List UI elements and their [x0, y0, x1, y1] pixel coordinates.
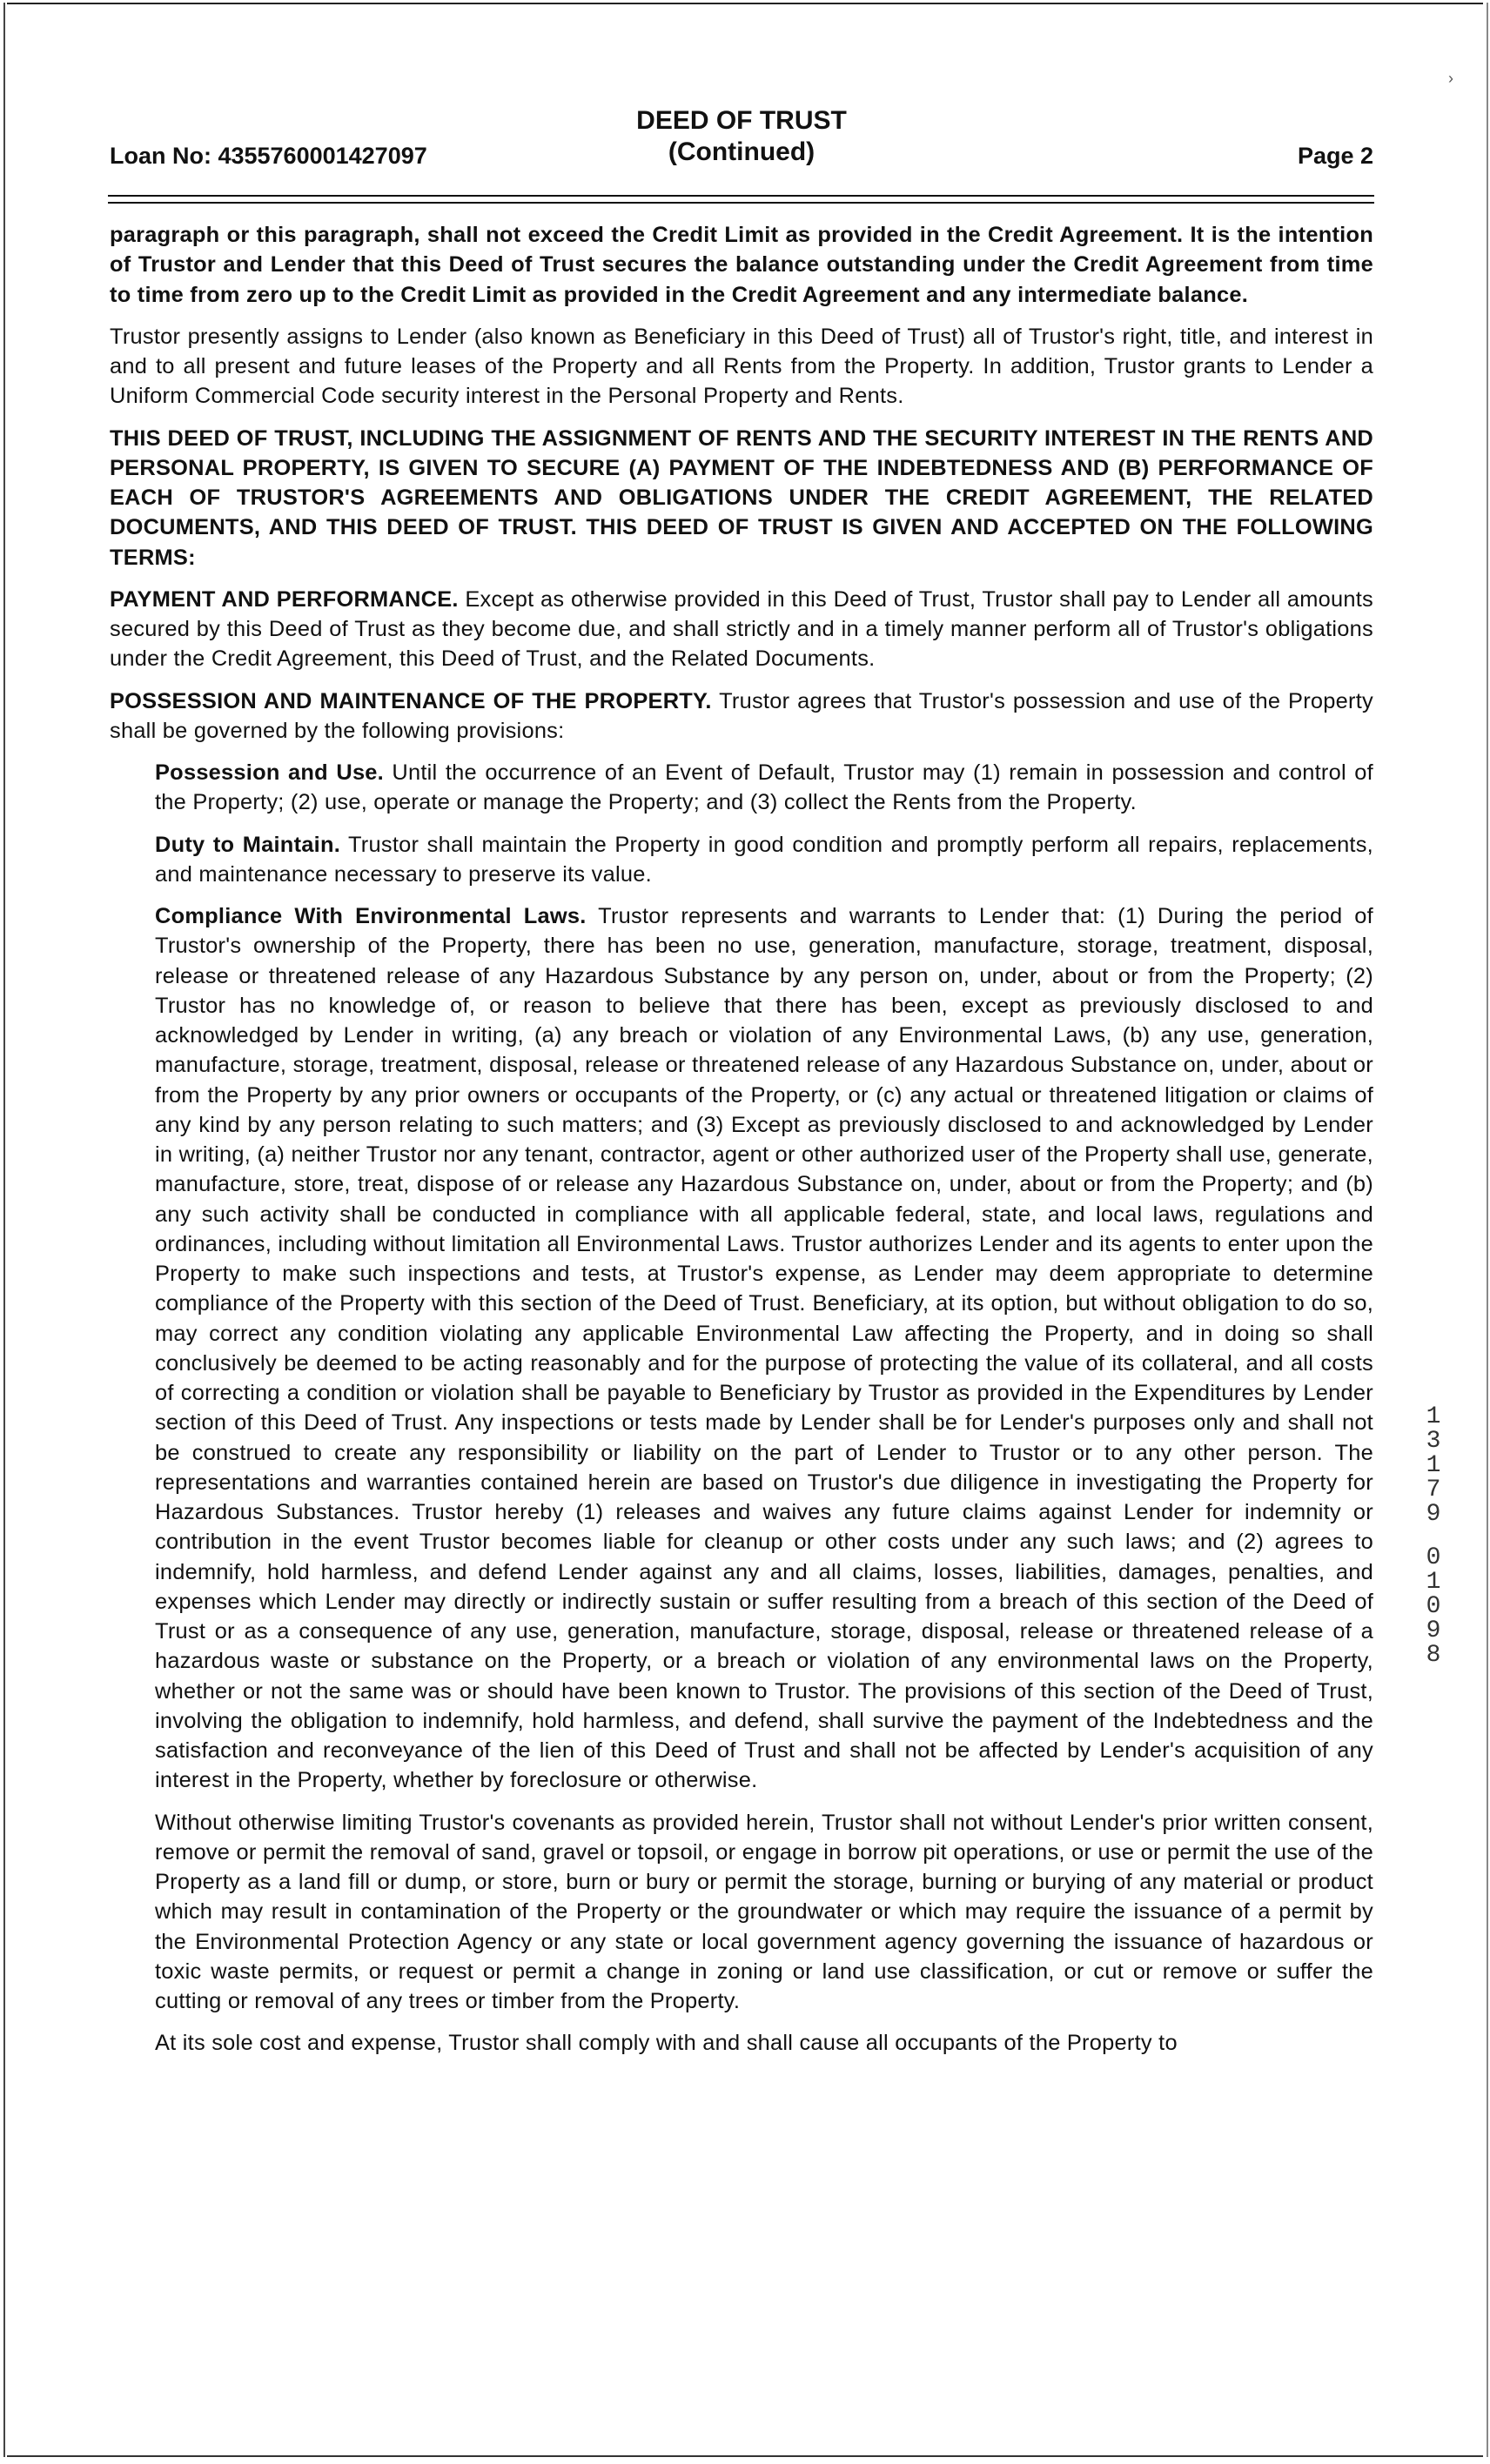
- stamp-digit: 1: [1426, 1452, 1441, 1479]
- subsection-heading: Possession and Use.: [155, 760, 384, 785]
- stamp-digit: 3: [1426, 1428, 1441, 1455]
- section-heading: POSSESSION AND MAINTENANCE OF THE PROPERTY.: [110, 688, 712, 713]
- section-payment: [110, 585, 1373, 674]
- scan-border-top: [7, 3, 1483, 4]
- paragraph-security-terms: THIS DEED OF TRUST, INCLUDING THE ASSIGNMENT OF RENTS AND THE SECURITY INTEREST IN THE RENTS AND PERSONAL PROPERTY, IS GIVEN TO SECURE (A) PAYMENT OF THE INDEBTEDNESS AND (B) PERFORMANCE OF EACH OF TRUSTOR'S AGREEMENTS AND OBLIGATIONS UNDER THE CREDIT AGREEMENT, THE RELATED DOCUMENTS, AND THIS DEED OF TRUST. THIS DEED OF TRUST IS GIVEN AND ACCEPTED ON THE FOLLOWING TERMS:: [110, 425, 1373, 570]
- stamp-gap: [1416, 1527, 1451, 1546]
- stamp-digit: 0: [1426, 1544, 1441, 1571]
- subsection-environmental: [155, 901, 1373, 1796]
- stamp-digit: 7: [1426, 1476, 1441, 1503]
- subsection-text: Trustor represents and warrants to Lender that: (1) During the period of Trustor's ownership of the Property, there has been no use, generation, manufacture, storage, treatment, disposal, release or threatened release of any Hazardous Substance by any person on, under, about or from the Property; (2) Trustor has no knowledge of, or reason to believe that there has been, except as previously disclosed to and acknowledged by Lender in writing, (a) any breach or violation of any Environmental Laws, (b) any use, generation, manufacture, storage, treatment, disposal, release or threatened release of any Hazardous Substance on, under, about or from the Property by any prior owners or occupants of the Property, or (c) any actual or threatened litigation or claims of any kind by any person relating to such matters; and (3) Except as previously disclosed to and acknowledged by Lender in writing, (a) neither Trustor nor any tenant, contractor, agent or other authorized user of the Property shall use, generate, manufacture, store, treat, dispose of or release any Hazardous Substance on, under, about or from the Property; and (b) any such activity shall be conducted in compliance with all applicable federal, state, and local laws, regulations and ordinances, including without limitation all Environmental Laws. Trustor authorizes Lender and its agents to enter upon the Property to make such inspections and tests, at Trustor's expense, as Lender may deem appropriate to determine compliance of the Property with this section of the Deed of Trust. Beneficiary, at its option, but without obligation to do so, may correct any condition violating any applicable Environmental Law affecting the Property, and in doing so shall conclusively be deemed to be acting reasonably and for the purpose of protecting the value of its collateral, and all costs of correcting a condition or violation shall be payable to Beneficiary by Trustor as provided in the Expenditures by Lender section of this Deed of Trust. Any inspections or tests made by Lender shall be for Lender's purposes only and shall not be construed to create any responsibility or liability on the part of Lender to Trustor or to any other person. The representations and warranties contained herein are based on Trustor's due diligence in investigating the Property for Hazardous Substances. Trustor hereby (1) releases and waives any future claims against Lender for indemnity or contribution in the event Trustor becomes liable for cleanup or other costs under any such laws; and (2) agrees to indemnify, hold harmless, and defend Lender against any and all claims, losses, liabilities, damages, penalties, and expenses which Lender may directly or indirectly sustain or suffer resulting from a breach of this section of the Deed of Trust or as a consequence of any use, generation, manufacture, storage, disposal, release or threatened release of a hazardous waste or substance on the Property, or a breach or violation of any environmental laws on the Property, whether or not the same was or should have been known to Trustor. The provisions of this section of the Deed of Trust, involving the obligation to indemnify, hold harmless, and defend, shall survive the payment of the Indebtedness and the satisfaction and reconveyance of the lien of this Deed of Trust and shall not be affected by Lender's acquisition of any interest in the Property, whether by foreclosure or otherwise.: [155, 904, 1373, 1793]
- title-line: DEED OF TRUST: [636, 106, 847, 135]
- section-possession: [110, 686, 1373, 747]
- margin-stamp: [1416, 1405, 1451, 1668]
- header-rule-top: [108, 195, 1374, 197]
- scan-border-bottom: [7, 2455, 1483, 2457]
- stamp-digit: 8: [1426, 1642, 1441, 1669]
- scan-mark-icon: ›: [1448, 70, 1453, 87]
- document-title: [110, 105, 1373, 168]
- paragraph-assignment: Trustor presently assigns to Lender (also known as Beneficiary in this Deed of Trust) all of Trustor's right, title, and interest in and to all present and future leases of the Property and all Rents from the Property. In addition, Trustor grants to Lender a Uniform Commercial Code security interest in the Personal Property and Rents.: [110, 324, 1373, 409]
- scan-border-left: [3, 3, 5, 2457]
- subsection-duty-maintain: [155, 830, 1373, 890]
- stamp-digit: 9: [1426, 1617, 1441, 1644]
- body-text: [110, 220, 1373, 2071]
- subtitle-line: (Continued): [668, 137, 815, 166]
- subsection-possession-use: [155, 758, 1373, 818]
- header-rule-bottom: [108, 202, 1374, 204]
- loan-number: Loan No: 4355760001427097: [110, 143, 427, 169]
- stamp-digit: 1: [1426, 1569, 1441, 1596]
- stamp-digit: 9: [1426, 1501, 1441, 1528]
- paragraph-credit-limit: paragraph or this paragraph, shall not exceed the Credit Limit as provided in the Credit Agreement. It is the intention of Trustor and Lender that this Deed of Trust secures the balance outstanding under the Credit Agreement from time to time from zero up to the Credit Limit as provided in the Credit Agreement and any intermediate balance.: [110, 223, 1373, 307]
- paragraph-compliance-cost: At its sole cost and expense, Trustor shall comply with and shall cause all occupants of the Property to: [155, 2031, 1178, 2056]
- paragraph-removal-restrictions: Without otherwise limiting Trustor's covenants as provided herein, Trustor shall not without Lender's prior written consent, remove or permit the removal of sand, gravel or topsoil, or engage in borrow pit operations, or use or permit the use of the Property as a land fill or dump, or store, burn or bury or permit the storage, burning or burying of any material or product which may result in contamination of the Property or the groundwater or which may require the issuance of a permit by the Environmental Protection Agency or any state or local government agency governing the issuance of hazardous or toxic waste permits, or request or permit a change in zoning or land use classification, or cut or remove or suffer the cutting or removal of any trees or timber from the Property.: [155, 1810, 1373, 2013]
- scan-border-right: [1487, 3, 1488, 2457]
- subsection-heading: Compliance With Environmental Laws.: [155, 904, 587, 928]
- page-number: Page 2: [1297, 143, 1373, 169]
- subsection-heading: Duty to Maintain.: [155, 832, 341, 857]
- section-text: Trustor agrees that Trustor's possession and use of the Property shall be governed by the following provisions:: [110, 688, 1373, 743]
- page-header: [110, 101, 1373, 179]
- stamp-digit: 1: [1426, 1403, 1441, 1430]
- subsection-text: Until the occurrence of an Event of Default, Trustor may (1) remain in possession and control of the Property; (2) use, operate or manage the Property; and (3) collect the Rents from the Property.: [155, 760, 1373, 815]
- section-text: Except as otherwise provided in this Deed of Trust, Trustor shall pay to Lender all amounts secured by this Deed of Trust as they become due, and shall strictly and in a timely manner perform all of Trustor's obligations under the Credit Agreement, this Deed of Trust, and the Related Documents.: [110, 586, 1373, 672]
- stamp-digit: 0: [1426, 1593, 1441, 1620]
- subsection-text: Trustor shall maintain the Property in good condition and promptly perform all repairs, replacements, and maintenance necessary to preserve its value.: [155, 832, 1373, 887]
- section-heading: PAYMENT AND PERFORMANCE.: [110, 586, 459, 612]
